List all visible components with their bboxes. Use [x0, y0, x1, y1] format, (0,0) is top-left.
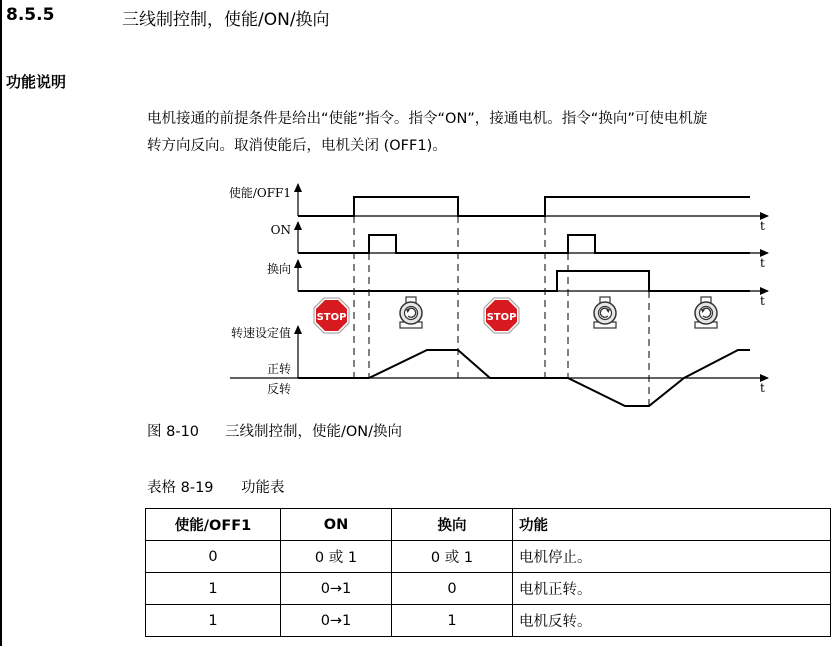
column-header-function: 功能	[513, 509, 831, 541]
table-number: 表格 8-19	[147, 480, 214, 496]
paragraph-line-1: 电机接通的前提条件是给出“使能”指令。指令“ON”，接通电机。指令“换向”可使电机旋	[147, 111, 708, 127]
cell-reverse: 0	[392, 573, 513, 605]
on-signal-label: ON	[270, 223, 291, 237]
cell-function: 电机正转。	[513, 573, 831, 605]
cell-on: 0 或 1	[281, 541, 392, 573]
cell-function: 电机停止。	[513, 541, 831, 573]
stop-sign-text: STOP	[316, 312, 347, 323]
forward-label: 正转	[266, 362, 291, 376]
column-header-on: ON	[281, 509, 392, 541]
reverse-signal-label: 换向	[266, 262, 291, 276]
cell-on: 0→1	[281, 605, 392, 637]
reverse-label: 反转	[266, 382, 291, 396]
cell-reverse: 0 或 1	[392, 541, 513, 573]
waveforms	[298, 197, 750, 406]
time-axes	[230, 216, 768, 378]
cell-enable: 1	[146, 573, 281, 605]
enable-signal-label: 使能/OFF1	[228, 186, 291, 200]
column-header-reverse: 换向	[392, 509, 513, 541]
table-row	[146, 573, 831, 605]
figure-number: 图 8-10	[147, 424, 200, 440]
function-table	[145, 508, 831, 637]
cell-reverse: 1	[392, 605, 513, 637]
t-label-2: t	[760, 256, 765, 270]
enable-waveform	[298, 197, 750, 216]
table-caption-text: 功能表	[241, 480, 285, 496]
cell-enable: 1	[146, 605, 281, 637]
stop-sign-icon	[314, 298, 349, 333]
cell-enable: 0	[146, 541, 281, 573]
cell-function: 电机反转。	[513, 605, 831, 637]
figure-caption-text: 三线制控制，使能/ON/换向	[225, 424, 403, 440]
table-row	[146, 605, 831, 637]
paragraph-line-2: 转方向反向。取消使能后，电机关闭 (OFF1)。	[147, 138, 447, 154]
column-header-enable: 使能/OFF1	[146, 509, 281, 541]
section-number: 8.5.5	[6, 5, 55, 25]
table-row	[146, 541, 831, 573]
table-header-row	[146, 509, 831, 541]
reverse-waveform	[298, 271, 750, 291]
motor-reverse-icon	[594, 297, 616, 328]
stop-sign-text: STOP	[486, 312, 517, 323]
motor-forward-icon	[695, 297, 717, 328]
motor-forward-icon	[400, 297, 422, 328]
figure-caption	[147, 420, 402, 441]
t-label-3: t	[760, 294, 765, 308]
on-waveform	[298, 235, 750, 253]
table-caption	[147, 476, 285, 497]
t-label-1: t	[760, 219, 765, 233]
stop-sign-icon	[484, 298, 519, 333]
speed-setpoint-label: 转速设定值	[230, 326, 291, 340]
section-title: 三线制控制，使能/ON/换向	[122, 10, 330, 30]
cell-on: 0→1	[281, 573, 392, 605]
subheading: 功能说明	[6, 73, 67, 91]
t-label-4: t	[760, 381, 765, 395]
